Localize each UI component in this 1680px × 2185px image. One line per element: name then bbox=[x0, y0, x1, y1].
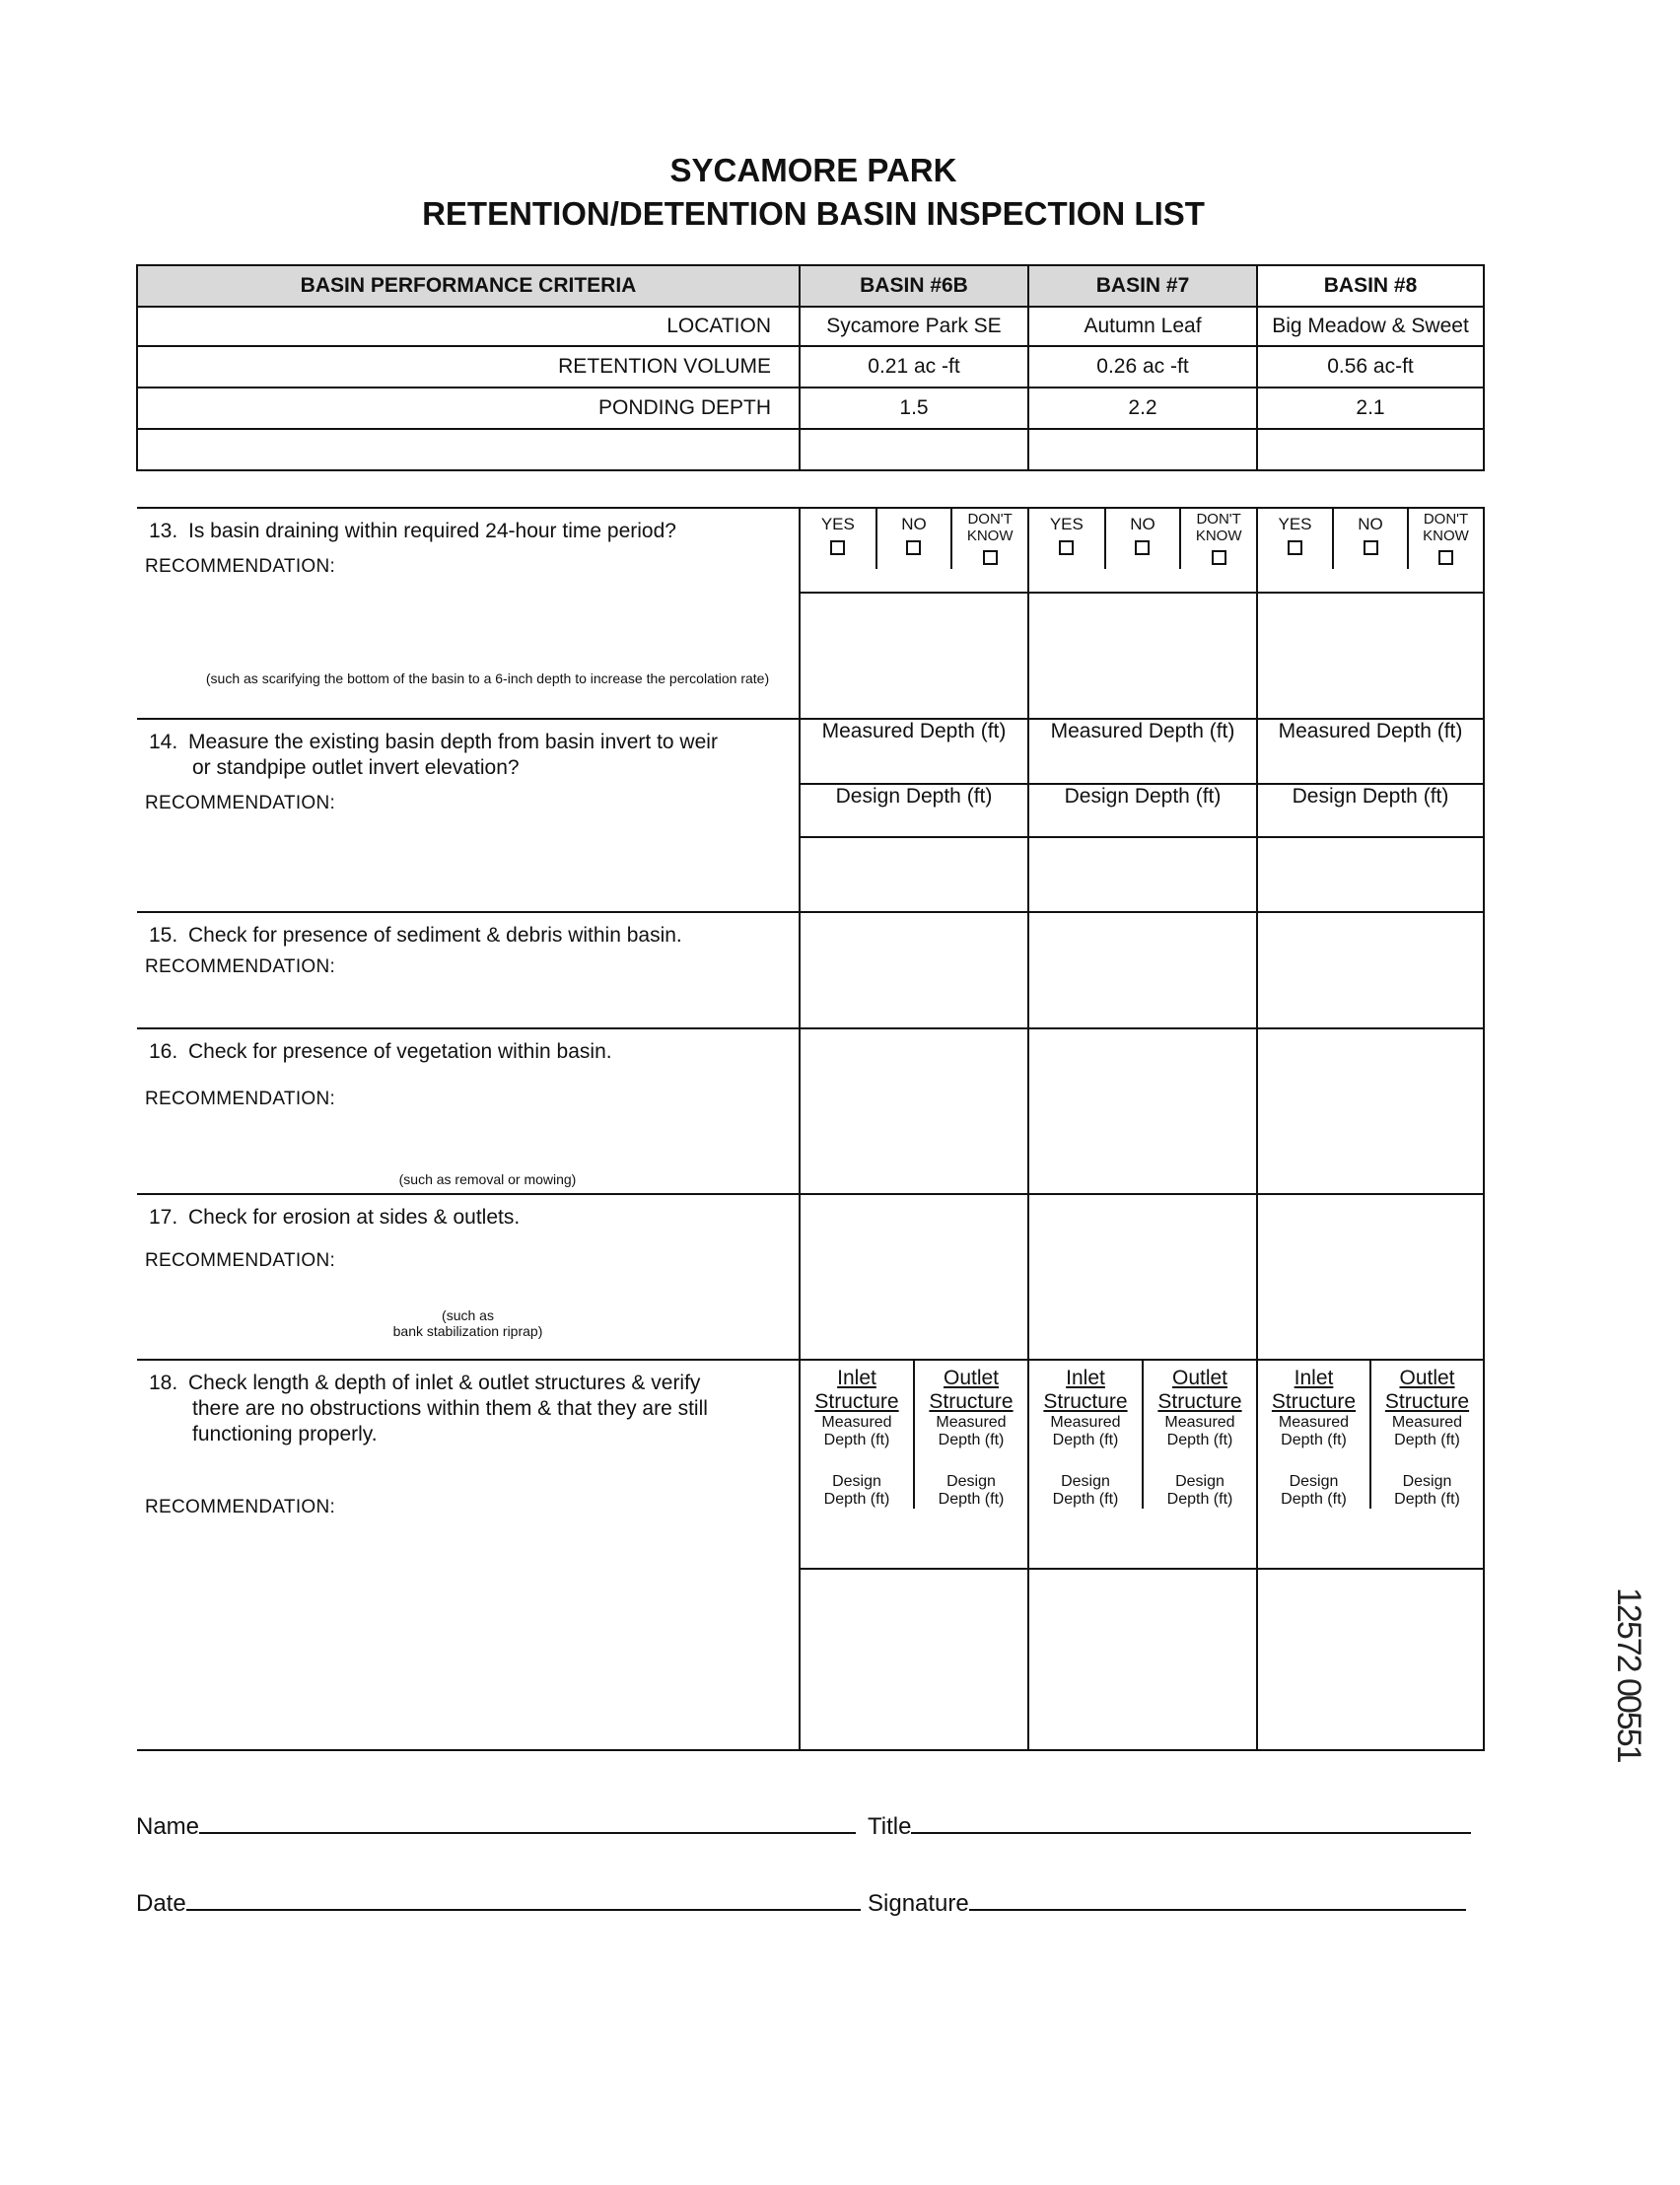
q16-row bbox=[137, 1028, 1484, 1194]
date-field bbox=[136, 1887, 861, 1918]
q16-note: (such as removal or mowing) bbox=[398, 1171, 577, 1187]
q16-8[interactable] bbox=[1257, 1028, 1484, 1194]
signature-line[interactable] bbox=[969, 1887, 1466, 1911]
q15-text: Check for presence of sediment & debris within basin. bbox=[188, 924, 682, 947]
header-row bbox=[137, 265, 1484, 307]
q13-6b-dontknow-checkbox[interactable] bbox=[983, 550, 998, 565]
q18-rec-7[interactable] bbox=[1028, 1569, 1257, 1750]
q13-rec-8[interactable] bbox=[1257, 593, 1484, 719]
signature-label: Signature bbox=[868, 1890, 969, 1917]
q17-text: Check for erosion at sides & outlets. bbox=[188, 1206, 521, 1229]
q15-recommendation-label: RECOMMENDATION: bbox=[145, 956, 336, 977]
q16-cell: 16. Check for presence of vegetation within basin. RECOMMENDATION: (such as removal or mowing) bbox=[137, 1028, 800, 1194]
q17-note-b: bank stabilization riprap) bbox=[392, 1323, 543, 1339]
q17-cell: 17. Check for erosion at sides & outlets. RECOMMENDATION: (such as bank stabilization riprap) bbox=[137, 1194, 800, 1360]
q17-6b[interactable] bbox=[800, 1194, 1028, 1360]
q14-recommendation-label: RECOMMENDATION: bbox=[145, 793, 336, 813]
name-line[interactable] bbox=[199, 1810, 856, 1834]
q14-measured-8[interactable]: Measured Depth (ft) bbox=[1257, 719, 1484, 784]
q18-7-inlet[interactable]: Inlet Structure Measured Depth (ft) Design Depth (ft) bbox=[1029, 1361, 1143, 1509]
q18-6b-inlet[interactable]: Inlet Structure Measured Depth (ft) Design Depth (ft) bbox=[801, 1361, 914, 1509]
volume-label: RETENTION VOLUME bbox=[137, 346, 800, 388]
q16-text: Check for presence of vegetation within basin. bbox=[188, 1040, 612, 1063]
q14-design-8[interactable]: Design Depth (ft) bbox=[1257, 784, 1484, 837]
q18-6b-outlet[interactable]: Outlet Structure Measured Depth (ft) Design Depth (ft) bbox=[929, 1367, 1014, 1508]
title-line-2: RETENTION/DETENTION BASIN INSPECTION LIST bbox=[422, 195, 1205, 232]
q16-7[interactable] bbox=[1028, 1028, 1257, 1194]
q14-measured-7[interactable]: Measured Depth (ft) bbox=[1028, 719, 1257, 784]
ponding-6b: 1.5 bbox=[800, 388, 1028, 429]
q13-text: Is basin draining within required 24-hour time period? bbox=[188, 520, 676, 542]
q18-8-inlet[interactable]: Inlet Structure Measured Depth (ft) Design Depth (ft) bbox=[1258, 1361, 1370, 1509]
q13-note: (such as scarifying the bottom of the basin to a 6-inch depth to increase the percolation rate) bbox=[205, 670, 770, 686]
name-label: Name bbox=[136, 1813, 200, 1840]
date-line[interactable] bbox=[186, 1887, 861, 1911]
basin-6b-header: BASIN #6B bbox=[800, 265, 1028, 307]
q18-rec-6b[interactable] bbox=[800, 1569, 1028, 1750]
q14-design-7[interactable]: Design Depth (ft) bbox=[1028, 784, 1257, 837]
q18-8-outlet[interactable]: Outlet Structure Measured Depth (ft) Design Depth (ft) bbox=[1384, 1367, 1470, 1508]
q14-rec-8[interactable] bbox=[1257, 837, 1484, 912]
q17-row bbox=[137, 1194, 1484, 1360]
ponding-label: PONDING DEPTH bbox=[137, 388, 800, 429]
q13-7-no-checkbox[interactable] bbox=[1135, 540, 1150, 555]
blank-row bbox=[137, 429, 1484, 470]
volume-7: 0.26 ac -ft bbox=[1028, 346, 1257, 388]
q14-text-b: or standpipe outlet invert elevation? bbox=[192, 756, 520, 779]
q15-6b[interactable] bbox=[800, 912, 1028, 1028]
q15-row bbox=[137, 912, 1484, 1028]
title-line[interactable] bbox=[911, 1810, 1471, 1834]
title-label: Title bbox=[868, 1813, 912, 1840]
criteria-header: BASIN PERFORMANCE CRITERIA bbox=[137, 265, 800, 307]
q18-7-outlet[interactable]: Outlet Structure Measured Depth (ft) Design Depth (ft) bbox=[1157, 1367, 1242, 1508]
q15-8[interactable] bbox=[1257, 912, 1484, 1028]
q13-row: 13. Is basin draining within required 24-hour time period? RECOMMENDATION: (such as scarifying the bottom of the basin to a 6-inch depth to increase the percolation rate) YES NO DON'T KNOW YES NO DON'T KNOW YES NO DON'T KNOW bbox=[137, 508, 1484, 593]
q13-rec-7[interactable] bbox=[1028, 593, 1257, 719]
basin-7-header: BASIN #7 bbox=[1028, 265, 1257, 307]
q13-7-dontknow-checkbox[interactable] bbox=[1212, 550, 1226, 565]
q17-note-a: (such as bbox=[442, 1307, 494, 1323]
q13-recommendation-label: RECOMMENDATION: bbox=[145, 556, 336, 577]
volume-6b: 0.21 ac -ft bbox=[800, 346, 1028, 388]
q13-8-yes-checkbox[interactable] bbox=[1288, 540, 1302, 555]
location-8: Big Meadow & Sweet bbox=[1257, 307, 1484, 346]
name-field bbox=[136, 1810, 856, 1841]
location-row bbox=[137, 307, 1484, 346]
q16-recommendation-label: RECOMMENDATION: bbox=[145, 1089, 336, 1109]
spacer-row bbox=[137, 470, 1484, 508]
ponding-7: 2.2 bbox=[1028, 388, 1257, 429]
q14-row bbox=[137, 719, 1484, 784]
q17-recommendation-label: RECOMMENDATION: bbox=[145, 1250, 336, 1271]
inspection-table bbox=[136, 264, 1485, 1751]
q18-text-b: there are no obstructions within them & that they are still bbox=[192, 1397, 708, 1420]
q18-cell: 18. Check length & depth of inlet & outlet structures & verify there are no obstructions within them & that they are still functioning properly. RECOMMENDATION: bbox=[137, 1360, 800, 1750]
q13-6b-no-checkbox[interactable] bbox=[906, 540, 921, 555]
q14-rec-6b[interactable] bbox=[800, 837, 1028, 912]
location-label: LOCATION bbox=[137, 307, 800, 346]
q14-cell: 14. Measure the existing basin depth from basin invert to weir or standpipe outlet invert elevation? RECOMMENDATION: bbox=[137, 719, 800, 912]
signature-field bbox=[868, 1887, 1466, 1918]
location-7: Autumn Leaf bbox=[1028, 307, 1257, 346]
volume-8: 0.56 ac-ft bbox=[1257, 346, 1484, 388]
q14-measured-6b[interactable]: Measured Depth (ft) bbox=[800, 719, 1028, 784]
q17-7[interactable] bbox=[1028, 1194, 1257, 1360]
q16-6b[interactable] bbox=[800, 1028, 1028, 1194]
title-field bbox=[868, 1810, 1471, 1841]
document-number: 12572 00551 bbox=[1610, 1587, 1647, 1762]
title-line-1: SYCAMORE PARK bbox=[669, 152, 957, 188]
location-6b: Sycamore Park SE bbox=[800, 307, 1028, 346]
q18-row bbox=[137, 1360, 1484, 1569]
q18-text-c: functioning properly. bbox=[192, 1423, 378, 1445]
q13-cell: 13. Is basin draining within required 24-hour time period? RECOMMENDATION: (such as scarifying the bottom of the basin to a 6-inch depth to increase the percolation rate) bbox=[137, 508, 800, 719]
q13-8-dontknow-checkbox[interactable] bbox=[1438, 550, 1453, 565]
basin-8-header: BASIN #8 bbox=[1257, 265, 1484, 307]
q17-8[interactable] bbox=[1257, 1194, 1484, 1360]
q13-6b-yes-checkbox[interactable] bbox=[830, 540, 845, 555]
ponding-row bbox=[137, 388, 1484, 429]
q14-design-6b[interactable]: Design Depth (ft) bbox=[800, 784, 1028, 837]
q18-text-a: Check length & depth of inlet & outlet structures & verify bbox=[188, 1372, 701, 1394]
q18-recommendation-label: RECOMMENDATION: bbox=[145, 1497, 336, 1517]
q13-8-no-checkbox[interactable] bbox=[1364, 540, 1378, 555]
volume-row bbox=[137, 346, 1484, 388]
q18-rec-8[interactable] bbox=[1257, 1569, 1484, 1750]
q14-text-a: Measure the existing basin depth from basin invert to weir bbox=[188, 731, 718, 753]
q15-7[interactable] bbox=[1028, 912, 1257, 1028]
q14-rec-7[interactable] bbox=[1028, 837, 1257, 912]
q13-rec-6b[interactable] bbox=[800, 593, 1028, 719]
q13-7-yes-checkbox[interactable] bbox=[1059, 540, 1074, 555]
date-label: Date bbox=[136, 1890, 186, 1917]
q15-cell: 15. Check for presence of sediment & debris within basin. RECOMMENDATION: bbox=[137, 912, 800, 1028]
ponding-8: 2.1 bbox=[1257, 388, 1484, 429]
